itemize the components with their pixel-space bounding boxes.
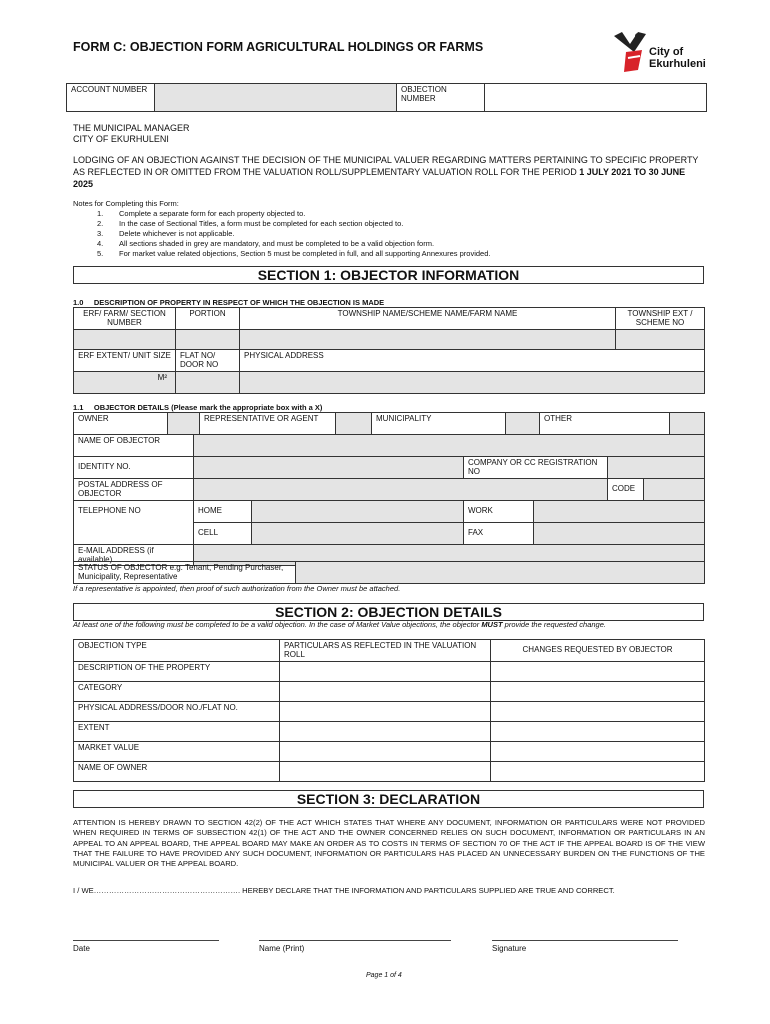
rep-agent-label: REPRESENTATIVE OR AGENT: [200, 413, 336, 435]
rep-note: If a representative is appointed, then proof of such authorization from the Owner must be attached.: [73, 584, 401, 593]
fax-field[interactable]: [534, 523, 705, 545]
note-item: [73, 209, 703, 219]
cell-label: CELL: [194, 523, 252, 545]
account-table: [66, 83, 707, 112]
company-label: COMPANY OR CC REGISTRATION NO: [464, 457, 608, 479]
lodging-text: LODGING OF AN OBJECTION AGAINST THE DECISION OF THE MUNICIPAL VALUER REGARDING MATTERS PERTAINING TO SPECIFIC PROPERTY AS REFLECTED IN OR OMITTED FROM THE VALUATION ROLL/SUPPLEMENTARY VALUATION ROLL FOR THE PERIOD: [73, 155, 699, 177]
changes-field[interactable]: [491, 762, 705, 782]
objection-details-table: [73, 639, 705, 782]
municipality-checkbox[interactable]: [506, 413, 540, 435]
objection-number-field[interactable]: [485, 84, 707, 112]
company-field[interactable]: [608, 457, 705, 479]
signature-line[interactable]: [492, 940, 678, 941]
note-item: [73, 239, 703, 249]
section1-title: SECTION 1: OBJECTOR INFORMATION: [73, 266, 704, 284]
fax-label: FAX: [464, 523, 534, 545]
name-objector-field[interactable]: [194, 435, 705, 457]
identity-field[interactable]: [194, 457, 464, 479]
note-number: 3.: [97, 229, 104, 238]
lodging-paragraph: [73, 154, 703, 190]
col-particulars: PARTICULARS AS REFLECTED IN THE VALUATION ROLL: [280, 640, 491, 662]
table-row: [74, 682, 705, 702]
home-label: HOME: [194, 501, 252, 523]
col-objection-type: OBJECTION TYPE: [74, 640, 280, 662]
sub11-title: OBJECTOR DETAILS (Please mark the appropriate box with a X): [93, 403, 323, 412]
attention-paragraph: ATTENTION IS HEREBY DRAWN TO SECTION 42(2) OF THE ACT WHICH STATES THAT WHERE ANY DOCUMENT, INFORMATION OR PARTICULARS WERE NOT PROVIDED WHEN REQUIRED IN TERMS OF SUBSECTION 42(1) OF THE ACT AND THE OWNER CONCERNED RELIES ON SUCH DOCUMENT, INFORMATION OR PARTICULARS IN AN APPEAL TO AN APPEAL BOARD, THE APPEAL BOARD MAY MAKE AN ORDER AS TO COSTS IN TERMS OF SECTION 70 OF THE ACT IF THE APPEAL BOARD IS OF THE VIEW THAT THE FAILURE TO HAVE PROVIDED ANY SUCH DOCUMENT, INFORMATION OR PARTICULARS HAS PLACED AN UNNECESSARY BURDEN ON THE FUNCTIONS OF THE MUNICIPAL VALUER OR THE APPEAL BOARD.: [73, 818, 705, 869]
objection-label: OBJECTION NUMBER: [397, 84, 485, 112]
section2-title: SECTION 2: OBJECTION DETAILS: [73, 603, 704, 621]
erf-label: ERF/ FARM/ SECTION NUMBER: [74, 308, 176, 330]
name-objector-label: NAME OF OBJECTOR: [74, 435, 194, 457]
objection-type-label: CATEGORY: [74, 682, 280, 702]
township-field[interactable]: [240, 330, 616, 350]
sub10-num: 1.0: [73, 298, 84, 307]
rep-agent-checkbox[interactable]: [336, 413, 372, 435]
other-label: OTHER: [540, 413, 670, 435]
section2-intro-b: provide the requested change.: [504, 620, 606, 629]
note-item: [73, 249, 703, 259]
email-label: E-MAIL ADDRESS (if available): [74, 545, 194, 566]
table-row: [74, 702, 705, 722]
addressee-line1: THE MUNICIPAL MANAGER: [73, 123, 190, 133]
addressee-line2: CITY OF EKURHULENI: [73, 134, 169, 144]
note-text: Complete a separate form for each property objected to.: [119, 209, 306, 218]
declaration-text: I / WE…………………………………………………. HEREBY DECLARE THAT THE INFORMATION AND PARTICULARS SUPPLIED ARE TRUE AND CORRECT.: [73, 886, 615, 895]
work-phone-field[interactable]: [534, 501, 705, 523]
note-number: 5.: [97, 249, 104, 258]
postal-label: POSTAL ADDRESS OF OBJECTOR: [74, 479, 194, 501]
logo-line2: Ekurhuleni: [649, 58, 706, 70]
particulars-field[interactable]: [280, 762, 491, 782]
section2-intro-a: At least one of the following must be completed to be a valid objection. In the case of Market Value objections, the objector: [73, 620, 480, 629]
note-text: For market value related objections, Section 5 must be completed in full, and all supporting Annexures provided.: [119, 249, 491, 258]
date-line[interactable]: [73, 940, 219, 941]
note-text: All sections shaded in grey are mandatory, and must be completed to be a valid objection form.: [119, 239, 435, 248]
objection-type-label: NAME OF OWNER: [74, 762, 280, 782]
owner-checkbox[interactable]: [168, 413, 200, 435]
table-row: [74, 762, 705, 782]
status-table: [73, 561, 705, 584]
portion-label: PORTION: [176, 308, 240, 330]
municipality-label: MUNICIPALITY: [372, 413, 506, 435]
postal-field[interactable]: [194, 479, 608, 501]
changes-field[interactable]: [491, 742, 705, 762]
identity-label: IDENTITY NO.: [74, 457, 194, 479]
changes-field[interactable]: [491, 722, 705, 742]
objector-details-table: [73, 434, 705, 566]
city-logo: [612, 30, 722, 74]
table-row: [74, 722, 705, 742]
account-label: ACCOUNT NUMBER: [67, 84, 155, 112]
section3-title: SECTION 3: DECLARATION: [73, 790, 704, 808]
changes-field[interactable]: [491, 702, 705, 722]
extent-field[interactable]: [74, 372, 176, 394]
ext-field[interactable]: [616, 330, 705, 350]
sub10-title: DESCRIPTION OF PROPERTY IN RESPECT OF WHICH THE OBJECTION IS MADE: [93, 298, 385, 307]
account-number-field[interactable]: [155, 84, 397, 112]
objection-type-label: PHYSICAL ADDRESS/DOOR NO./FLAT NO.: [74, 702, 280, 722]
note-text: In the case of Sectional Titles, a form must be completed for each section objected to.: [119, 219, 404, 228]
particulars-field[interactable]: [280, 742, 491, 762]
status-field[interactable]: [296, 562, 705, 584]
section2-intro-must: MUST: [481, 620, 503, 629]
code-label: CODE: [608, 479, 644, 501]
objection-type-label: DESCRIPTION OF THE PROPERTY: [74, 662, 280, 682]
sub11-num: 1.1: [73, 403, 84, 412]
portion-field[interactable]: [176, 330, 240, 350]
cell-phone-field[interactable]: [252, 523, 464, 545]
work-label: WORK: [464, 501, 534, 523]
particulars-field[interactable]: [280, 682, 491, 702]
notes: [73, 199, 703, 259]
note-item: [73, 229, 703, 239]
page-number: Page 1 of 4: [366, 972, 402, 979]
note-number: 1.: [97, 209, 104, 218]
col-changes: CHANGES REQUESTED BY OBJECTOR: [491, 640, 705, 662]
physical-label: PHYSICAL ADDRESS: [240, 350, 705, 372]
telephone-label: TELEPHONE NO: [74, 501, 194, 545]
notes-title: Notes for Completing this Form:: [73, 199, 179, 208]
particulars-field[interactable]: [280, 702, 491, 722]
m2-unit: M²: [157, 373, 167, 382]
status-label: STATUS OF OBJECTOR e.g. Tenant, Pending Purchaser, Municipality, Representative: [74, 562, 296, 584]
date-label: Date: [73, 944, 90, 953]
city-logo-icon: [612, 30, 652, 74]
lodging-period: 1 JULY 2021 TO 30 JUNE 2025: [73, 167, 686, 189]
particulars-field[interactable]: [280, 662, 491, 682]
changes-field[interactable]: [491, 682, 705, 702]
name-line[interactable]: [259, 940, 451, 941]
signature-label: Signature: [492, 944, 527, 953]
note-item: [73, 219, 703, 229]
other-checkbox[interactable]: [670, 413, 705, 435]
property-table: [73, 307, 705, 394]
home-phone-field[interactable]: [252, 501, 464, 523]
flat-label: FLAT NO/ DOOR NO: [176, 350, 240, 372]
logo-line1: City of: [649, 46, 684, 58]
objection-type-label: MARKET VALUE: [74, 742, 280, 762]
ext-label: TOWNSHIP EXT / SCHEME NO: [616, 308, 705, 330]
owner-label: OWNER: [74, 413, 168, 435]
note-number: 2.: [97, 219, 104, 228]
table-row: [74, 662, 705, 682]
extent-label: ERF EXTENT/ UNIT SIZE: [74, 350, 176, 372]
changes-field[interactable]: [491, 662, 705, 682]
name-print-label: Name (Print): [259, 944, 305, 953]
objection-type-label: EXTENT: [74, 722, 280, 742]
objector-type-table: [73, 412, 705, 435]
erf-field[interactable]: [74, 330, 176, 350]
form-title: FORM C: OBJECTION FORM AGRICULTURAL HOLDINGS OR FARMS: [73, 40, 484, 54]
section2-intro: [73, 620, 705, 630]
flat-field[interactable]: [176, 372, 240, 394]
code-field[interactable]: [644, 479, 705, 501]
table-row: [74, 742, 705, 762]
township-label: TOWNSHIP NAME/SCHEME NAME/FARM NAME: [240, 308, 616, 330]
note-number: 4.: [97, 239, 104, 248]
note-text: Delete whichever is not applicable.: [119, 229, 235, 238]
particulars-field[interactable]: [280, 722, 491, 742]
physical-field[interactable]: [240, 372, 705, 394]
